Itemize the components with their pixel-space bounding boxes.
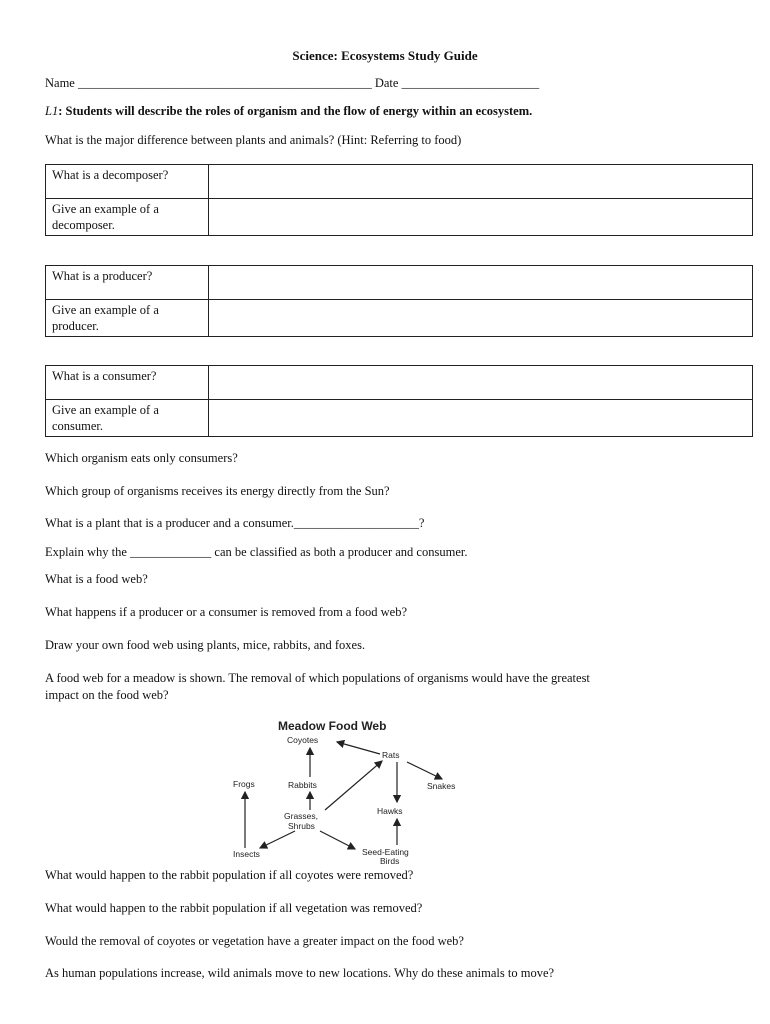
producer-question: What is a producer? [46,266,209,300]
question-meadow-line-1: A food web for a meadow is shown. The removal of which populations of organisms would have the greatest [45,671,590,685]
question-explain-classification: Explain why the _____________ can be classified as both a producer and consumer. [45,545,468,559]
arrow-grasses-to-insects [260,831,295,848]
consumer-answer-cell[interactable] [209,366,753,400]
consumer-example-answer-cell[interactable] [209,400,753,437]
question-animals-move: As human populations increase, wild animals move to new locations. Why do these animals to move? [45,966,555,980]
decomposer-answer-cell[interactable] [209,165,753,199]
page-title: Science: Ecosystems Study Guide [292,48,478,63]
question-meadow-line-2: impact on the food web? [45,688,169,702]
decomposer-example-answer-cell[interactable] [209,199,753,236]
node-rabbits: Rabbits [288,780,317,790]
food-web-title: Meadow Food Web [278,719,387,733]
node-birds-line-1: Seed-Eating [362,847,409,857]
decomposer-question: What is a decomposer? [46,165,209,199]
node-coyotes: Coyotes [287,735,319,745]
decomposer-table [45,164,753,236]
question-vegetation-removed: What would happen to the rabbit population if all vegetation was removed? [45,901,423,915]
producer-example-question: Give an example of a producer. [46,300,209,337]
arrow-grasses-to-rats [325,761,382,810]
arrow-rats-to-coyotes [337,742,380,754]
question-eats-consumers: Which organism eats only consumers? [45,451,238,465]
question-removed-from-web: What happens if a producer or a consumer is removed from a food web? [45,605,408,619]
question-energy-sun: Which group of organisms receives its energy directly from the Sun? [45,484,390,498]
producer-answer-cell[interactable] [209,266,753,300]
meadow-food-web-diagram [225,712,465,867]
node-frogs: Frogs [233,779,255,789]
question-coyotes-removed: What would happen to the rabbit population if all coyotes were removed? [45,868,414,882]
node-birds-line-2: Birds [380,856,400,866]
producer-table [45,265,753,337]
node-snakes: Snakes [427,781,456,791]
node-grasses-line-2: Shrubs [288,821,315,831]
objective-text: : Students will describe the roles of organism and the flow of energy within an ecosystem. [58,104,533,118]
arrow-rats-to-snakes [407,762,442,779]
question-plants-animals: What is the major difference between plants and animals? (Hint: Referring to food) [45,133,462,147]
producer-example-answer-cell[interactable] [209,300,753,337]
decomposer-example-question: Give an example of a decomposer. [46,199,209,236]
consumer-example-question: Give an example of a consumer. [46,400,209,437]
arrow-grasses-to-birds [320,831,355,849]
node-hawks: Hawks [377,806,403,816]
name-date-line: Name _______________________________________________ Date ______________________ [45,76,540,90]
question-food-web: What is a food web? [45,572,148,586]
consumer-table [45,365,753,437]
node-insects: Insects [233,849,260,859]
node-rats: Rats [382,750,400,760]
question-plant-producer-consumer: What is a plant that is a producer and a consumer.____________________? [45,516,425,530]
consumer-question: What is a consumer? [46,366,209,400]
objective-code: L1 [45,104,59,118]
question-greater-impact: Would the removal of coyotes or vegetation have a greater impact on the food web? [45,934,464,948]
question-draw-food-web: Draw your own food web using plants, mice, rabbits, and foxes. [45,638,366,652]
learning-objective [45,104,532,119]
node-grasses-line-1: Grasses, [284,811,319,821]
